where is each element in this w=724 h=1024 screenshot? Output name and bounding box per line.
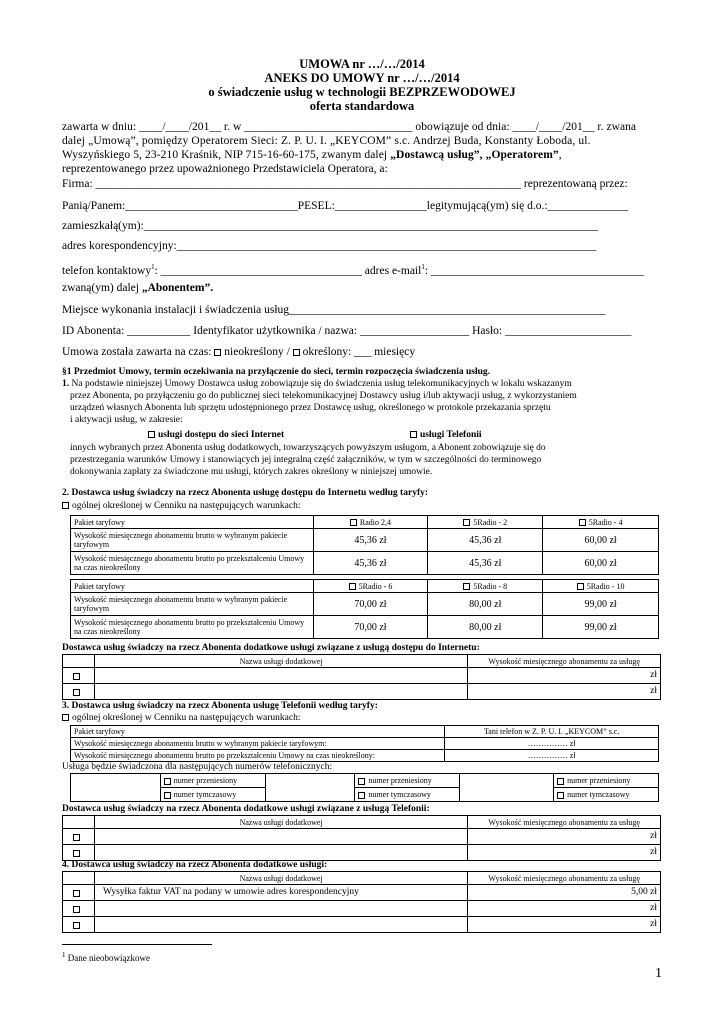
s1-paragraph-line-1: 1. Na podstawie niniejszej Umowy Dostawca usług zobowiązuje się do świadczenia usług telekomunikacyjnych w lokalu wskazanym <box>62 379 572 389</box>
s3-add-checkbox[interactable] <box>73 834 80 841</box>
annex-title: ANEKS DO UMOWY nr …/…/2014 <box>264 71 460 85</box>
indefinite-checkbox[interactable] <box>214 349 221 356</box>
s2-additional-services-table: Nazwa usługi dodatkowej Wysokość miesięcznego abonamentu za usługę zł zł <box>62 654 661 700</box>
s4-add-name[interactable] <box>94 901 467 917</box>
subscriber-id-field[interactable]: ID Abonenta: ___________ Identyfikator użytkownika / nazwa: ___________________ Hasło: ______________________ <box>62 325 632 337</box>
plan-option[interactable]: Radio 2,4 <box>313 516 428 529</box>
telephony-checkbox[interactable] <box>410 431 417 438</box>
s2-add-checkbox[interactable] <box>73 673 80 680</box>
s2-general-tariff-checkbox[interactable] <box>62 502 69 509</box>
s3-numbers-heading: Usługa będzie świadczona dla następujących numerów telefonicznych: <box>62 762 333 772</box>
section-4-heading: 4. Dostawca usług świadczy na rzecz Abonenta dodatkowe usługi: <box>62 860 328 870</box>
installation-place-field[interactable]: Miejsce wykonania instalacji i świadczenia usług_______________________________________________________ <box>62 304 606 316</box>
s4-additional-services-table: Nazwa usługi dodatkowej Wysokość miesięcznego abonamentu za usługę Wysyłka faktur VAT na podany w umowie adres korespondencyjny 5,00 zł zł zł <box>62 871 661 933</box>
page-number: 1 <box>655 966 662 981</box>
s3-additional-heading: Dostawca usług świadczy na rzecz Abonenta dodatkowe usługi związane z usługą Telefonii: <box>62 804 430 814</box>
plan-option[interactable]: 5Radio - 6 <box>313 580 428 593</box>
contract-duration: Umowa została zawarta na czas: nieokreślony / określony: ___ miesięcy <box>62 346 416 358</box>
s3-tariff-option[interactable]: ogólnej określonej w Cenniku na następujących warunkach: <box>62 712 662 724</box>
plan-option[interactable]: 5Radio - 10 <box>543 580 659 593</box>
s2-tariff-option[interactable]: ogólnej określonej w Cenniku na następujących warunkach: <box>62 500 662 512</box>
section-3-heading: 3. Dostawca usług świadczy na rzecz Abonenta usługę Telefonii według taryfy: <box>62 701 378 711</box>
s2-add-checkbox[interactable] <box>73 689 80 696</box>
intro-line-4: reprezentowanego przez upoważnionego Przedstawiciela Operatora, a: <box>62 163 388 175</box>
subscriber-clause: zwaną(ym) dalej „Abonentem”. <box>62 282 214 294</box>
offer-title: oferta standardowa <box>309 99 415 113</box>
firma-field[interactable]: Firma: __________________________________________________________________________ reprezentowaną przez: <box>62 178 628 190</box>
s4-add-checkbox[interactable] <box>73 890 80 897</box>
s1-paragraph2-line-2: przestrzegania warunków Umowy i stanowiących jej integralną część załączników, w tym w szczególności do terminowego <box>70 455 542 465</box>
s1-paragraph2-line-1: innych wybranych przez Abonenta usług dodatkowych, towarzyszących powyższym usługom, a Abonent zobowiązuje się do <box>70 443 546 453</box>
s1-paragraph-line-3: urządzeń własnych Abonenta lub sprzętu udostępnionego przez Dostawcę usług, określonego w protokole przekazania sprzętu <box>70 403 551 413</box>
intro-line-1: zawarta w dniu: ____/____/201__ r. w _____________________________ obowiązuje od dnia: ____/____/201__ r. zwana <box>62 121 637 133</box>
internet-tariff-table-2: Pakiet taryfowy 5Radio - 6 5Radio - 8 5Radio - 10 Wysokość miesięcznego abonamentu brutto w wybranym pakiecie taryfowym 70,00 zł 80,00 zł 99,00 zł Wysokość miesięcznego abonamentu brutto po przekształceniu Umowy na czas nieokreślony 70,00 zł 80,00 zł 99,00 zł <box>70 579 659 639</box>
definite-checkbox[interactable] <box>293 349 300 356</box>
phone-email-field[interactable]: telefon kontaktowy$^1$: ___________________________________ adres e-mail$^1$: _____________________________________ <box>62 263 644 277</box>
s3-add-checkbox[interactable] <box>73 850 80 857</box>
s1-paragraph2-line-3: dokonywania zapłaty za świadczone mu usługi, których zakres określony w niniejszej umowie. <box>70 467 433 477</box>
s2-add-name[interactable] <box>94 668 467 684</box>
telephone-numbers-table: numer przeniesiony numer przeniesiony numer przeniesiony numer tymczasowy numer tymczasowy numer tymczasowy <box>70 773 659 802</box>
s4-add-checkbox[interactable] <box>73 922 80 929</box>
telephony-tariff-table: Pakiet taryfowy Tani telefon w Z. P. U. I. „KEYCOM” s.c. Wysokość miesięcznego abonamentu brutto w wybranym pakiecie taryfowym: …………… zł Wysokość miesięcznego abonamentu brutto po przekształceniu Umowy na czas nieokreślony: …………… zł <box>70 725 659 762</box>
intro-line-2: dalej „Umową”, pomiędzy Operatorem Sieci: Z. P. U. I. „KEYCOM” s.c. Andrzej Buda, Konstanty Łoboda, ul. <box>62 135 591 147</box>
s1-paragraph-line-4: i aktywacji usług, w zakresie: <box>70 415 183 425</box>
s2-additional-heading: Dostawca usług świadczy na rzecz Abonenta dodatkowe usługi związane z usługą dostępu do Internetu: <box>62 643 480 653</box>
s3-additional-services-table: Nazwa usługi dodatkowej Wysokość miesięcznego abonamentu za usługę zł zł <box>62 815 661 861</box>
internet-checkbox[interactable] <box>148 431 155 438</box>
internet-tariff-table-1: Pakiet taryfowy Radio 2,4 5Radio - 2 5Radio - 4 Wysokość miesięcznego abonamentu brutto w wybranym pakiecie taryfowym 45,36 zł 45,36 zł 60,00 zł Wysokość miesięcznego abonamentu brutto po przekształceniu Umowy na czas nieokreślony 45,36 zł 45,36 zł 60,00 zł <box>70 515 659 575</box>
plan-option[interactable]: 5Radio - 8 <box>428 580 543 593</box>
invoice-shipping-service: Wysyłka faktur VAT na podany w umowie adres korespondencyjny <box>94 885 467 901</box>
s4-add-name[interactable] <box>94 917 467 933</box>
name-pesel-field[interactable]: Panią/Panem:______________________________PESEL:________________legitymującą(ym) się d.o.:______________ <box>62 200 629 212</box>
s4-add-checkbox[interactable] <box>73 906 80 913</box>
footnote: $^1$ Dane nieobowiązkowe <box>62 951 150 963</box>
telephony-option[interactable]: usługi Telefonii <box>410 429 610 441</box>
footnote-divider <box>62 944 212 945</box>
s2-add-name[interactable] <box>94 684 467 700</box>
address-field[interactable]: zamieszkałą(ym):_______________________________________________________________________________ <box>62 220 598 232</box>
subject-title: o świadczenie usług w technologii BEZPRZEWODOWEJ <box>208 85 516 99</box>
s3-add-name[interactable] <box>94 829 467 845</box>
plan-option[interactable]: 5Radio - 4 <box>543 516 659 529</box>
plan-option[interactable]: 5Radio - 2 <box>428 516 543 529</box>
section-2-heading: 2. Dostawca usług świadczy na rzecz Abonenta usługę dostępu do Internetu według taryfy: <box>62 488 429 498</box>
internet-option[interactable]: usługi dostępu do sieci Internet <box>148 429 398 441</box>
s1-paragraph-line-2: przez Abonenta, po przyłączeniu go do publicznej sieci telekomunikacyjnej Dostawcy usług i/lub aktywacji usług, z wykorzystaniem <box>70 391 577 401</box>
contract-title: UMOWA nr …/…/2014 <box>299 57 425 71</box>
s3-general-tariff-checkbox[interactable] <box>62 714 69 721</box>
intro-line-3: Wyszyńskiego 5, 23-210 Kraśnik, NIP 715-16-60-175, zwanym dalej „Dostawcą usług”, „Operatorem”, <box>62 149 562 161</box>
correspondence-address-field[interactable]: adres korespondencyjny:_________________________________________________________________________ <box>62 240 597 252</box>
section-1-heading: §1 Przedmiot Umowy, termin oczekiwania na przyłączenie do sieci, termin rozpoczęcia świadczenia usług. <box>62 367 491 377</box>
